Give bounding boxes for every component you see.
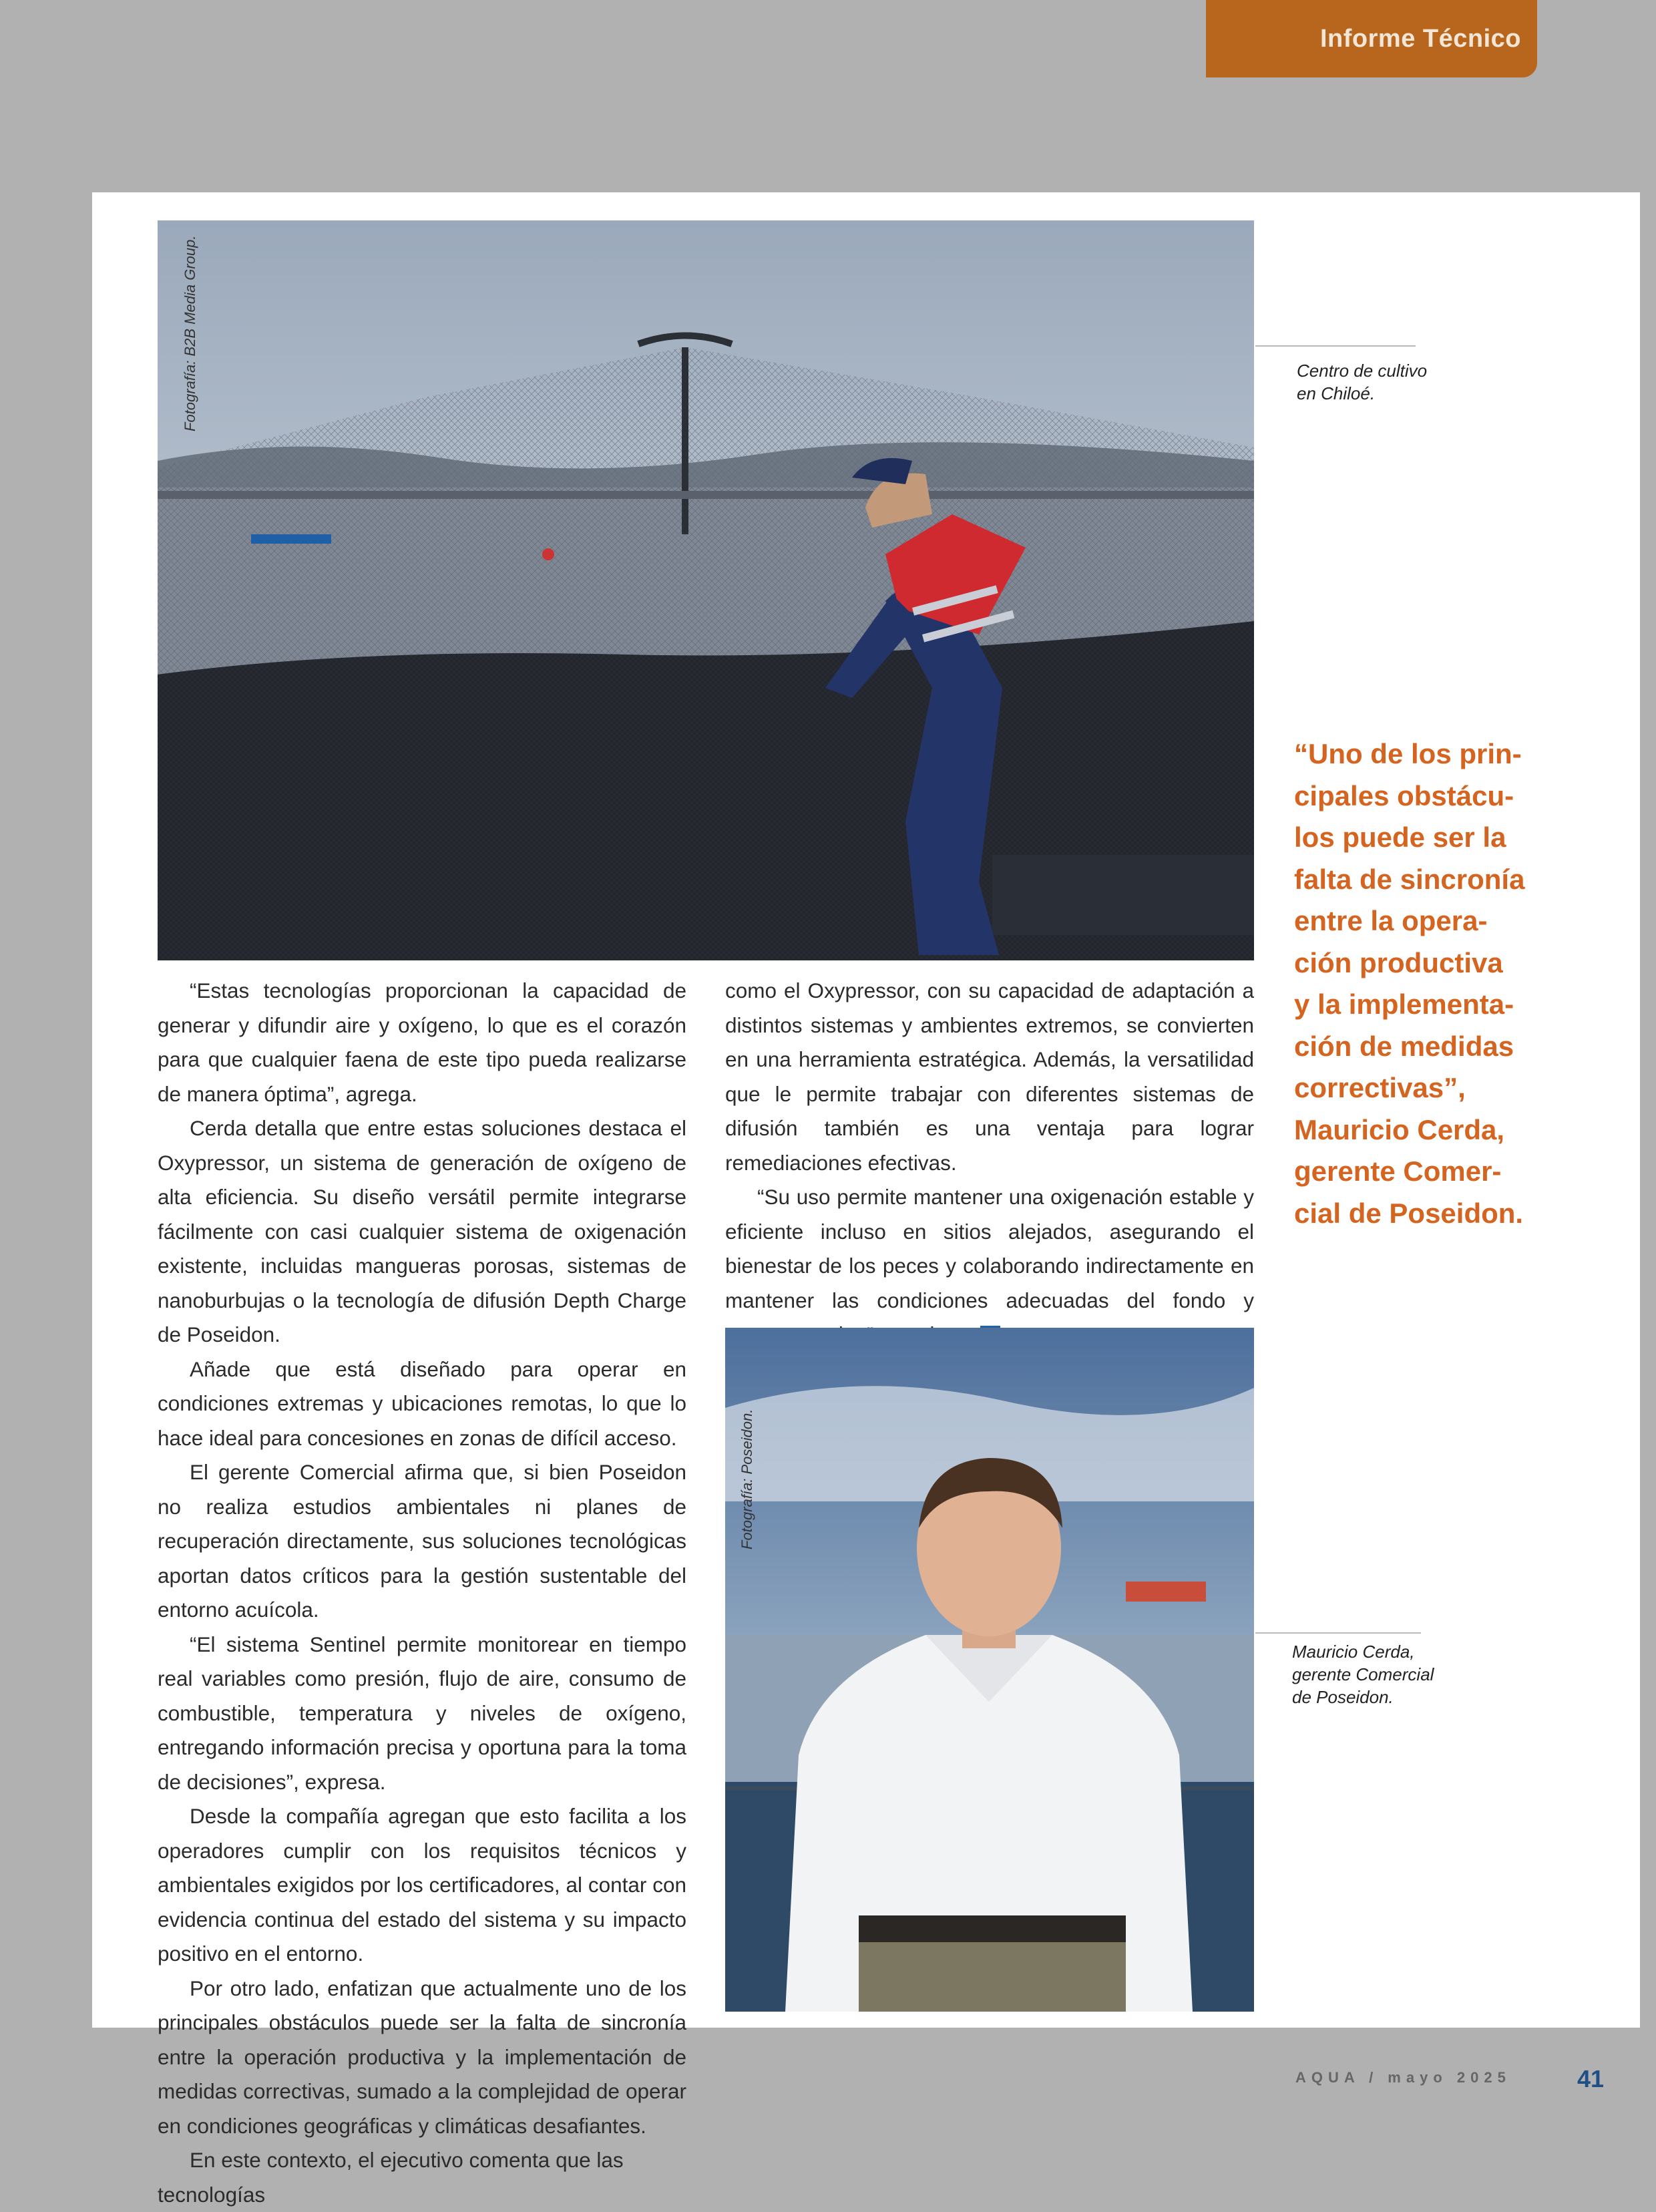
pull-quote-line: ción de medidas bbox=[1294, 1030, 1514, 1062]
pull-quote-line: cipales obstácu- bbox=[1294, 779, 1514, 811]
pull-quote bbox=[1294, 733, 1588, 1234]
fish-farm-illustration bbox=[158, 220, 1254, 960]
article-column-2 bbox=[725, 974, 1254, 1352]
paragraph: El gerente Comercial afirma que, si bien Poseidon no realiza estudios ambientales ni planes de recuperación directamente, sus soluciones tecnológicas aportan datos críticos para la gestión sustentable del entorno acuícola. bbox=[158, 1460, 686, 1622]
magazine-footer: AQUA / mayo 2025 bbox=[1295, 2069, 1511, 2086]
caption1-rule bbox=[1255, 345, 1416, 347]
portrait-photo bbox=[725, 1328, 1254, 2012]
photo2-credit: Fotografía: Poseidon. bbox=[739, 1409, 755, 1549]
page-number: 41 bbox=[1577, 2065, 1605, 2092]
photo2-caption-line: de Poseidon. bbox=[1292, 1687, 1394, 1707]
photo2-caption-line: Mauricio Cerda, bbox=[1292, 1642, 1415, 1662]
pull-quote-line: los puede ser la bbox=[1294, 821, 1506, 853]
paragraph: Añade que está diseñado para operar en condiciones extremas y ubicaciones remotas, lo que lo hace ideal para concesiones en zonas de difícil acceso. bbox=[158, 1356, 686, 1450]
pull-quote-line: gerente Comer- bbox=[1294, 1155, 1502, 1187]
photo1-caption-line: en Chiloé. bbox=[1297, 383, 1376, 403]
paragraph: Desde la compañía agregan que esto facilita a los operadores cumplir con los requisitos técnicos y ambientales exigidos por los certificadores, al contar con evidencia continua del estado del sistema y su impacto positivo en el entorno. bbox=[158, 1804, 686, 1966]
pull-quote-line: Mauricio Cerda, bbox=[1294, 1113, 1505, 1145]
paragraph bbox=[725, 1180, 1254, 1352]
photo2-caption-line: gerente Comercial bbox=[1292, 1664, 1434, 1684]
fish-farm-photo bbox=[158, 220, 1254, 960]
paragraph: Cerda detalla que entre estas soluciones destaca el Oxypressor, un sistema de generación de oxígeno de alta eficiencia. Su diseño versátil permite integrarse fácilmente con casi cualquier sistema de oxigenación existente, incluidas mangueras porosas, sistemas de nanoburbujas o la tecnología de difusión Depth Charge de Poseidon. bbox=[158, 1116, 686, 1346]
photo1-caption bbox=[1297, 359, 1427, 405]
pull-quote-line: entre la opera- bbox=[1294, 905, 1488, 936]
article-column-1 bbox=[158, 974, 686, 2212]
paragraph: “Estas tecnologías proporcionan la capacidad de generar y difundir aire y oxígeno, lo que es el corazón para que cualquier faena de este tipo pueda realizarse de manera óptima”, agrega. bbox=[158, 978, 686, 1106]
paragraph: como el Oxypressor, con su capacidad de adaptación a distintos sistemas y ambientes extremos, se convierten en una herramienta estratégica. Además, la versatilidad que le permite trabajar con diferentes sistemas de difusión también es una ventaja para lograr remediaciones efectivas. bbox=[725, 978, 1254, 1175]
pull-quote-line: “Uno de los prin- bbox=[1294, 738, 1522, 769]
paragraph: “El sistema Sentinel permite monitorear en tiempo real variables como presión, flujo de aire, consumo de combustible, temperatura y niveles de oxígeno, entregando información precisa y oportuna para la toma de decisiones”, expresa. bbox=[158, 1632, 686, 1794]
paragraph: Por otro lado, enfatizan que actualmente uno de los principales obstáculos puede ser la falta de sincronía entre la operación productiva y la implementación de medidas correctivas, sumado a la complejidad de operar en condiciones geográficas y climáticas desafiantes. bbox=[158, 1976, 686, 2138]
paragraph: En este contexto, el ejecutivo comenta que las tecnologías bbox=[158, 2148, 624, 2207]
pull-quote-line: ción productiva bbox=[1294, 946, 1503, 978]
pull-quote-line: cial de Poseidon. bbox=[1294, 1197, 1524, 1229]
section-tab bbox=[1206, 0, 1537, 77]
section-tab-label: Informe Técnico bbox=[1320, 24, 1521, 53]
portrait-illustration bbox=[725, 1328, 1254, 2012]
pull-quote-line: correctivas”, bbox=[1294, 1072, 1466, 1103]
paragraph-text: “Su uso permite mantener una oxigenación estable y eficiente incluso en sitios alejados, asegurando el bienestar de los peces y colaborando indirectamente en mantener las condiciones adecuadas del fondo y bbox=[725, 1185, 1254, 1312]
photo1-credit: Fotografía: B2B Media Group. bbox=[182, 235, 198, 431]
pull-quote-line: falta de sincronía bbox=[1294, 863, 1525, 895]
photo2-caption bbox=[1292, 1640, 1434, 1708]
caption2-rule bbox=[1255, 1632, 1421, 1634]
photo1-caption-line: Centro de cultivo bbox=[1297, 361, 1428, 381]
pull-quote-line: y la implementa- bbox=[1294, 988, 1514, 1020]
